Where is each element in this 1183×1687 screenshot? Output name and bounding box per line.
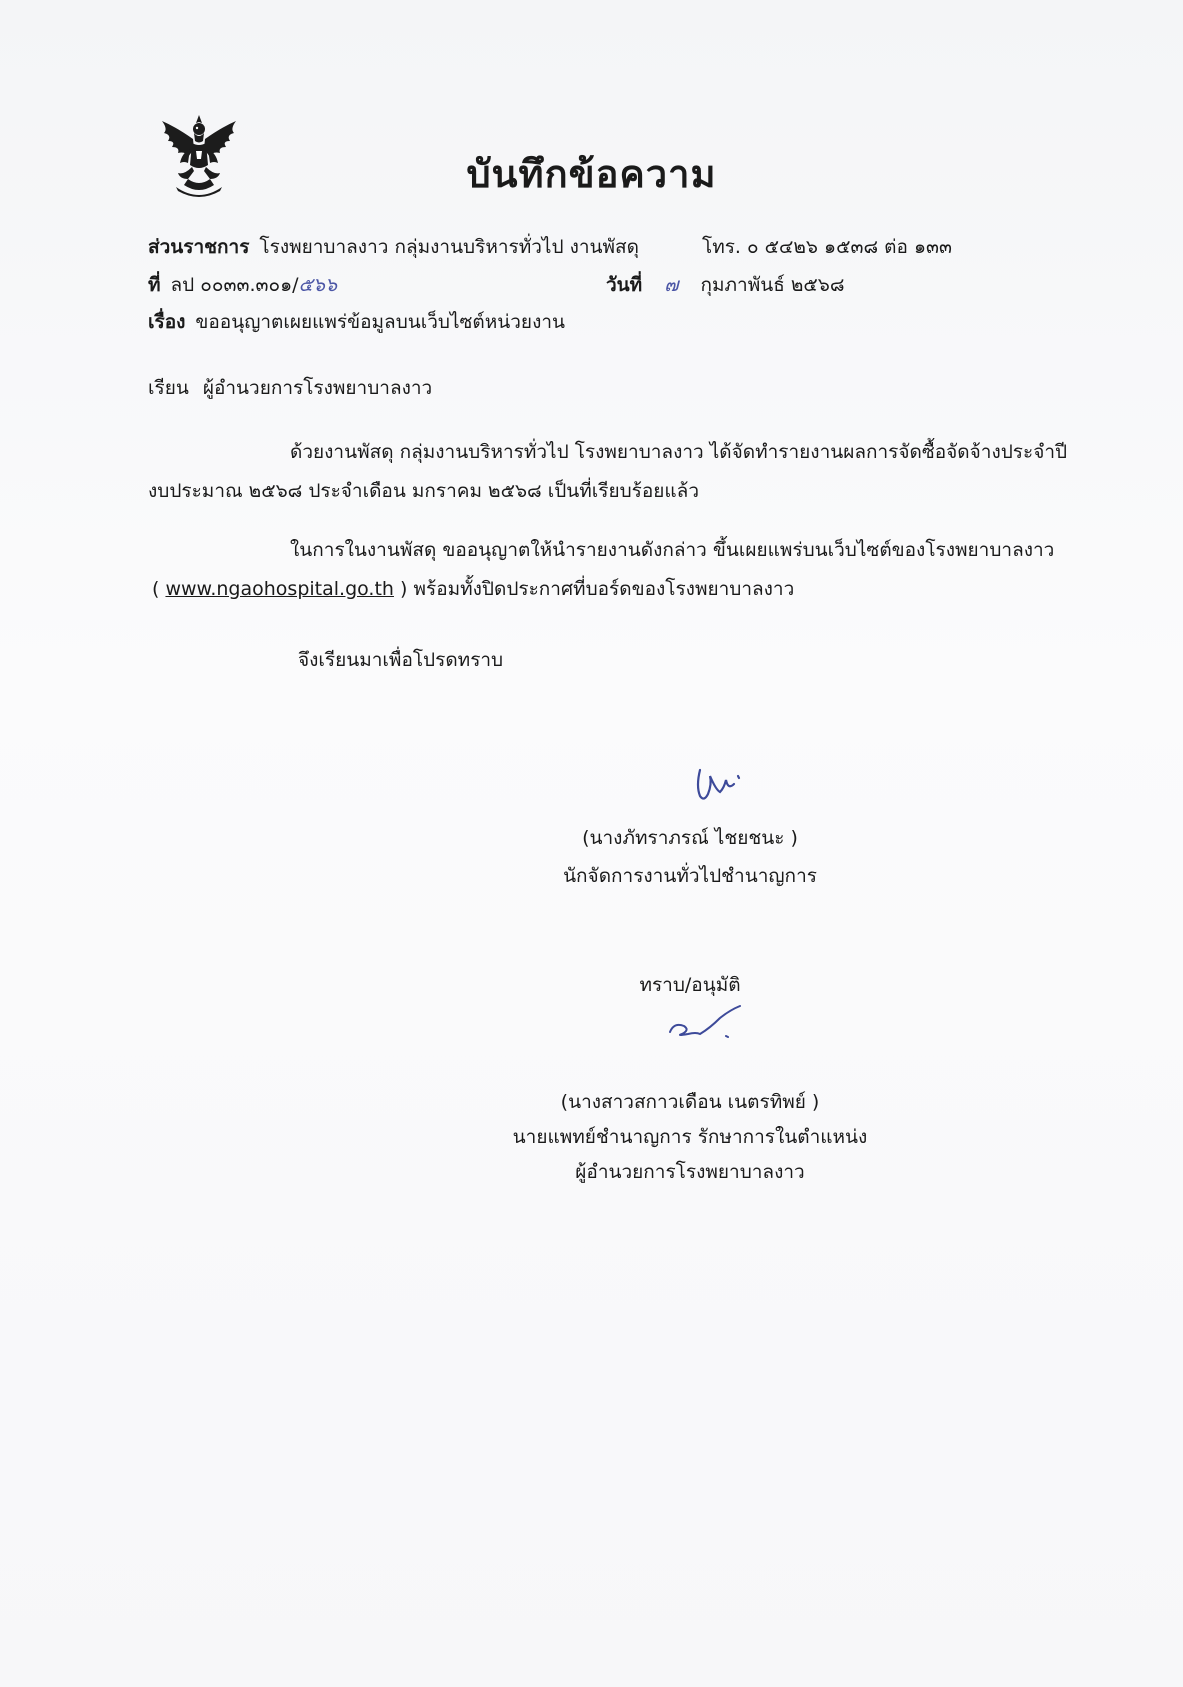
signer-2-position-line-2: ผู้อำนวยการโรงพยาบาลงาว xyxy=(575,1161,805,1183)
subject-line xyxy=(148,307,565,337)
signer-1-position: นักจัดการงานทั่วไปชำนาญการ xyxy=(563,865,817,887)
phone-text: โทร. ๐ ๕๔๒๖ ๑๕๓๘ ต่อ ๑๓๓ xyxy=(702,236,952,258)
paren-open: ( xyxy=(152,578,160,600)
reference-label: ที่ xyxy=(148,274,161,296)
date-line xyxy=(606,270,844,300)
paragraph-1-line-2: งบประมาณ ๒๕๖๘ ประจำเดือน มกราคม ๒๕๖๘ เป็นที่เรียบร้อยแล้ว xyxy=(148,480,699,502)
department-label: ส่วนราชการ xyxy=(148,236,250,258)
approval-label: ทราบ/อนุมัติ xyxy=(639,974,741,996)
signature-icon xyxy=(686,760,746,806)
paren-close: ) xyxy=(400,578,408,600)
website-link[interactable]: www.ngaohospital.go.th xyxy=(165,578,394,600)
paragraph-1-line-1: ด้วยงานพัสดุ กลุ่มงานบริหารทั่วไป โรงพยาบาลงาว ได้จัดทำรายงานผลการจัดซื้อจัดจ้างประจำปี xyxy=(290,441,1068,463)
department-value: โรงพยาบาลงาว กลุ่มงานบริหารทั่วไป งานพัสดุ xyxy=(259,236,639,258)
signature-icon xyxy=(660,1004,750,1046)
department-line xyxy=(148,232,639,262)
signer-2-position-line-1: นายแพทย์ชำนาญการ รักษาการในตำแหน่ง xyxy=(512,1126,868,1148)
date-value: กุมภาพันธ์ ๒๕๖๘ xyxy=(700,274,845,296)
date-label: วันที่ xyxy=(606,274,643,296)
reference-line xyxy=(148,270,337,300)
closing-text: จึงเรียนมาเพื่อโปรดทราบ xyxy=(298,649,504,671)
signer-2-name: (นางสาวสกาวเดือน เนตรทิพย์ ) xyxy=(560,1091,820,1113)
paragraph-2-line-2 xyxy=(152,574,794,604)
reference-handwritten: ๕๖๖ xyxy=(298,274,338,296)
memo-title: บันทึกข้อความ xyxy=(466,152,717,196)
reference-value: ลป ๐๐๓๓.๓๐๑/ xyxy=(170,274,299,296)
date-day-handwritten: ๗ xyxy=(664,274,679,296)
salutation-label: เรียน xyxy=(148,377,189,399)
salutation xyxy=(148,373,432,403)
subject-value: ขออนุญาตเผยแพร่ข้อมูลบนเว็บไซต์หน่วยงาน xyxy=(195,311,565,333)
paragraph-2-rest: พร้อมทั้งปิดประกาศที่บอร์ดของโรงพยาบาลงาว xyxy=(413,578,795,600)
paragraph-2-line-1: ในการในงานพัสดุ ขออนุญาตให้นำรายงานดังกล่าว ขึ้นเผยแพร่บนเว็บไซต์ของโรงพยาบาลงาว xyxy=(290,539,1055,561)
subject-label: เรื่อง xyxy=(148,311,186,333)
salutation-value: ผู้อำนวยการโรงพยาบาลงาว xyxy=(202,377,433,399)
signer-1-name: (นางภัทราภรณ์ ไชยชนะ ) xyxy=(582,827,798,849)
